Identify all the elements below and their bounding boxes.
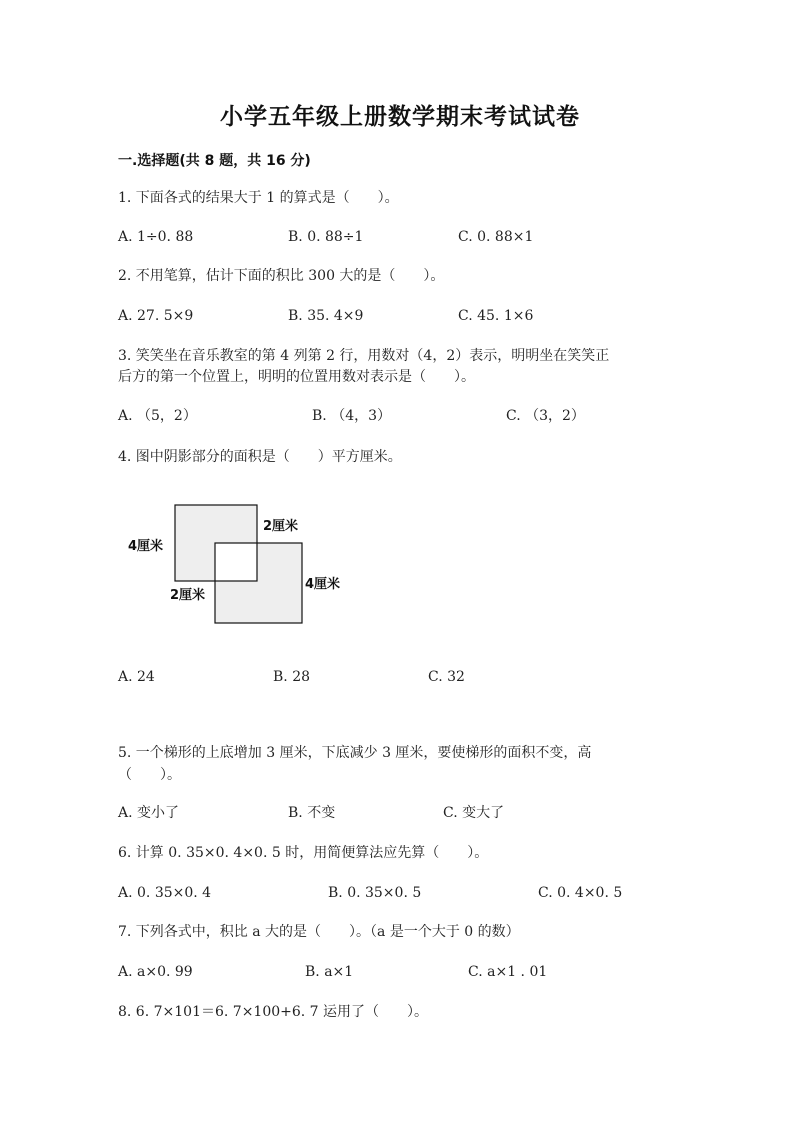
question-4-stem: 4. 图中阴影部分的面积是（ ）平方厘米。 [118, 449, 402, 465]
question-6-option-b: B. 0. 35×0. 5 [328, 885, 422, 901]
question-6-stem: 6. 计算 0. 35×0. 4×0. 5 时，用简便算法应先算（ ）。 [118, 845, 489, 861]
question-5-option-b: B. 不变 [288, 805, 336, 821]
question-4-option-b: B. 28 [273, 669, 311, 685]
question-7-option-a: A. a×0. 99 [118, 964, 193, 980]
question-7-stem: 7. 下列各式中，积比 a 大的是（ ）。（a 是一个大于 0 的数） [118, 924, 520, 940]
question-3-option-c: C. （3，2） [506, 408, 585, 424]
label-left: 4厘米 [128, 539, 164, 554]
question-1-option-c: C. 0. 88×1 [458, 229, 534, 245]
label-top: 2厘米 [263, 519, 299, 534]
question-7-option-b: B. a×1 [305, 964, 354, 980]
question-3-stem-line-1: 3. 笑笑坐在音乐教室的第 4 列第 2 行，用数对（4，2）表示，明明坐在笑笑正 [118, 348, 610, 364]
question-4-option-c: C. 32 [428, 669, 465, 685]
question-8-stem: 8. 6. 7×101＝6. 7×100+6. 7 运用了（ ）。 [118, 1004, 429, 1020]
question-2-option-c: C. 45. 1×6 [458, 308, 534, 324]
overlap-region [215, 543, 257, 581]
question-4-option-a: A. 24 [118, 669, 155, 685]
question-5-option-c: C. 变大了 [443, 805, 505, 821]
question-1-stem: 1. 下面各式的结果大于 1 的算式是（ ）。 [118, 190, 399, 206]
label-bottom: 2厘米 [170, 588, 206, 603]
question-5-stem-line-2: （ ）。 [118, 767, 181, 783]
question-5-option-a: A. 变小了 [118, 805, 180, 821]
label-right: 4厘米 [305, 577, 341, 592]
question-3-option-a: A. （5，2） [118, 408, 197, 424]
shaded-area-figure [120, 495, 360, 630]
question-2-option-a: A. 27. 5×9 [118, 308, 194, 324]
page-title: 小学五年级上册数学期末考试试卷 [220, 104, 580, 130]
question-6-option-c: C. 0. 4×0. 5 [538, 885, 623, 901]
question-7-option-c: C. a×1 . 01 [468, 964, 548, 980]
question-3-option-b: B. （4，3） [312, 408, 392, 424]
question-6-option-a: A. 0. 35×0. 4 [118, 885, 212, 901]
question-2-option-b: B. 35. 4×9 [288, 308, 364, 324]
question-5-stem-line-1: 5. 一个梯形的上底增加 3 厘米，下底减少 3 厘米，要使梯形的面积不变，高 [118, 745, 592, 761]
question-1-option-b: B. 0. 88÷1 [288, 229, 364, 245]
question-3-stem-line-2: 后方的第一个位置上，明明的位置用数对表示是（ ）。 [118, 369, 475, 385]
question-2-stem: 2. 不用笔算，估计下面的积比 300 大的是（ ）。 [118, 268, 445, 284]
section-heading: 一.选择题(共 8 题，共 16 分) [118, 153, 311, 169]
question-1-option-a: A. 1÷0. 88 [118, 229, 194, 245]
